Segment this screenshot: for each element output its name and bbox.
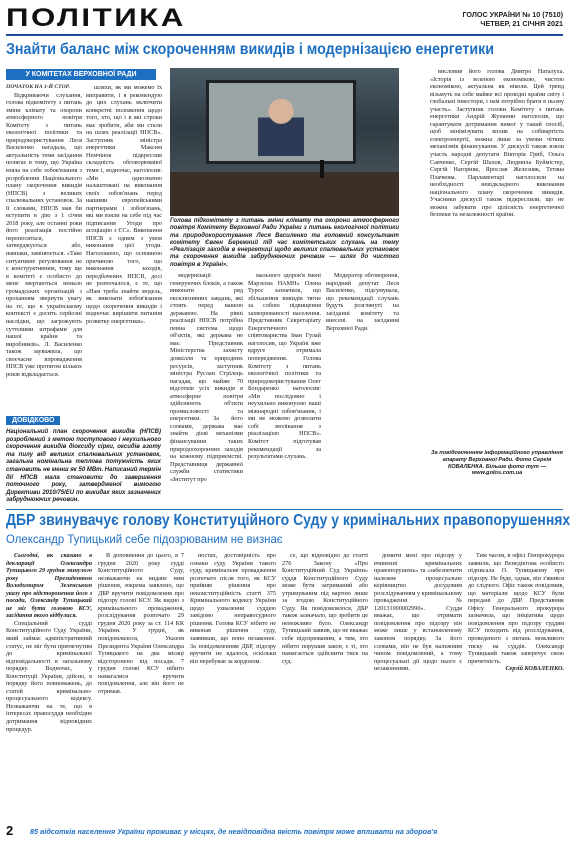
article2-col2-text: В доповнення до цього, в 7 грудня 2020 року судді Конституційного Суду, незважаючи на видане ним рішення, зокрема заявлено, що ДБР вручити повідомлення про підозру голові КСУ. Як видно з кримінального провадження, розслідування розпочато 29 грудня 2020 року за ст. 114 КК України. У грудні, як повідомлялося, Указом Президента України Олександра Тупицького на два місяці відсторонено від посади. 7 грудня голові КСУ нібито намагалися вручити повідомлення, але він його не отримав. — [98, 552, 185, 695]
footer-quote: 85 відсотків населення України проживає у місцях, де невідповідна якість повітря може впливати на здоров'я — [30, 827, 438, 836]
article2-col5-text: домити мені про підозру у вчиненні кримінальних правопорушень» та «забезпечити належне процесуальне керівництво досудовим розслідуванням у кримінальному провадженні № 120131000002990». Суддя вважає, що отримати повідомлення про підозру він може лише у встановленому законом порядку. За його словами, він не був належним чином повідомлений, а тому процесуальні дії щодо нього є незаконними. — [374, 552, 462, 673]
article1-column-3 — [170, 272, 243, 506]
page-footer — [0, 822, 569, 841]
issue-line: ГОЛОС УКРАЇНИ № 10 (7510) — [462, 10, 563, 19]
article1-column-4b — [326, 272, 399, 506]
desk — [170, 172, 399, 216]
article1-column-5 — [430, 68, 564, 446]
article1-col4-text: мального здоров'я імені Марзєєва НАМН» Олена Турос зазначила, що збільшення викидів тягне за собою підвищення захворюваності населення. Представник Секретаріату Енергетичного співтовариства Іван Гулай наголосив, що Україні вже вдруге отримала попередження. Голова Комітету з питань екологічної політики та природокористування Олег Бондаренко наголосив: «Ми послідовно і неухильно виконуємо наші міжнародні зобов'язання, і ми не можемо дозволити собі зволікання з реалізацією НПСВ». Комітет підготував рекомендації за результатами слухань. — [248, 272, 321, 461]
rubric-label: У КОМІТЕТАХ ВЕРХОВНОЇ РАДИ — [6, 69, 156, 80]
masthead-divider — [6, 34, 563, 36]
author-signature: Сергій КОВАЛЕНКО. — [505, 665, 564, 673]
article2-col4-text: се, що відповідно до статті 276 Закону «Про Конституційний Суд України» суддя Конституційного Суду може бути затриманий або утримуваним під вартою лише за згодою Конституційного Суду. Як повідомлялося, ДБР також зазначало, що зробити це неможливо було. Олександр Тупицький заявив, що не вважає себе підозрюваним, а тим, хто нібито порушив закон, є ті, хто намагається здійснити тиск на суд. — [282, 552, 368, 665]
info-box: За повідомленням інформаційного управління апарату Верховної Ради. Фото Сергія КОВАЛЕНКА. Більше фото тут — www.golos.com.ua — [431, 450, 563, 477]
article2-column-1 — [6, 552, 92, 818]
article1-col5-text: висловив його голова Дмитро Наталуха. «Історія із зеленою економікою, чистою економікою, актуальна як ніколи. Цей тренд візьмуть на себе майже всі провідні країни світу і глобальні інвестори, і нам потрібно брати в ньому участь». Заступник голови Комітету з питань енергетики Андрій Жупанин наголосив, що гарантувати дотримання вимог у такий спосіб, щоб мінімізувати вплив на собівартість електроенергії, можна лише за умови чітких механізмів фінансування. У дискусії також взяли участь народні депутати Вікторія Гриб, Ольга Савченко, Сергій Шахов, Людмила Буймістер, Сергій Нагорняк, Ярослав Железняк, Тетяна Плачкова. Парламентарі наголосили на необхідності невідкладного виконання національного плану скорочення викидів. Учасники дискусії також підкреслили, що не можна забувати про цілісність енергетичної безпеки та незалежності країни. — [430, 68, 564, 219]
article1-col2-text: шляхи, як ми можемо їх виправити, і я рекомендую до цих слухань включити конкретні положення щодо того, хто, що і в які строки має зробити, аби ми стали на шлях реалізації НПСВ». Заступник міністра енергетики Максим Немчінов підкреслив складність обговорюваної теми і, водночас, наголосив: «Ми однозначно налаштовані на виконання своїх зобов'язань перед нашими європейськими партнерами і зобов'язань, які ми взяли на себе під час підписання Угоди про асоціацію з ЄС». Виконання НПСВ є одним з умов виконання цієї угоди. Наголошено, що основною причиною того, що виконання заходів, передбачених НПСВ, досі не розпочалося, є те, що «Нам треба знайти модель, як виконати зобов'язання щодо скорочення викидів і водночас вирішити питання розвитку енергетики». — [86, 84, 162, 325]
article2-col3-text: ностях, достовірність про ознаки суду України такого суду, кримінальне провадження розпочато після того, як КСУ прийняв рішення про неконституційність статті 375 Кримінального кодексу України щодо ухвалення суддею завідомо неправосудного рішення. Голова КСУ нібито не виконав рішення суду, заявивши, що воно незаконне. За повідомленням ДБР, підозру вручити не вдалося, оскільки він перебував за кордоном. — [190, 552, 276, 665]
article2-subheadline: Олександр Тупицький себе підозрюваним не визнає — [6, 532, 283, 546]
article1-column-2 — [86, 84, 162, 406]
article2-column-2 — [98, 552, 184, 818]
microphone-icon — [320, 160, 324, 178]
article2-column-4 — [282, 552, 368, 818]
article1-col1-text: Відкриваючи слухання, голова підкомітету з питань зміни клімату та охорони атмосферного повітря Комітету з питань екологічної політики та природокористування Леся Василенко нагадала, що актуальність теми засідання полягає в тому, що Україна взяла на себе зобов'язання з розроблення Національного плану скорочення викидів (НПСВ) з великих спалювальних установок. За її словами, НПСВ мав би вступити в дію з 1 січня 2018 року, але останні роки його реалізація постійно переноситься, затверджується або, навпаки, замінюється. «Таке ситуативне регулювання не є конструктивним, тому ще в комітеті є особисто до мене звертаються немало громадських організацій з проханням звернути увагу на те, що в українському контексті є досить серйозні наслідки, що загрожують суттєвими штрафами для нашої країни та виробників». Л. Василенко також зауважила, що своєчасне впровадження НПСВ уже протягом кількох років відкладається. — [6, 91, 82, 378]
article2-column-3 — [190, 552, 276, 818]
speaker-figure — [258, 94, 304, 156]
article2-lead: Сьогодні, як сказано в декларації Олександра Тупицького 29 грудня минулого року Президентом Володимиром Зеленським указу про відсторонення його з посади, Олександр Тупицький не міг бути головою КСУ, засідання якого відбулися. — [6, 552, 92, 620]
masthead — [0, 0, 569, 38]
section-title: ПОЛІТИКА — [6, 4, 186, 32]
article1-column-1 — [6, 84, 82, 406]
issue-info — [462, 10, 563, 28]
article2-col1-text: Спеціальний судді Конституційного Суду України, який займає адміністративний статус, не міг бути притягнутим до кримінальної відповідальності в загальному порядку. Водночас, у Конституції України, дійсно, в порядку його повноважень, до статей кримінально-процесуального кодексу. Незважаючи на те, що в інтересах правосуддя необхідне дотримання відповідних процедур. — [6, 619, 92, 733]
article1-column-4 — [248, 272, 321, 506]
article2-column-5 — [374, 552, 462, 818]
article2-headline: ДБР звинувачує голову Конституційного Суду у кримінальних правопорушеннях — [6, 512, 570, 529]
reference-box — [6, 409, 161, 505]
photo-caption: Голова підкомітету з питань зміни клімату та охорони атмосферного повітря Комітету Верховної Ради України з питань екологічної політики та природокористування Леся Василенко та головний консультант комітету Євген Бережний під час комітетських слухань на тему «Реалізація заходів в енергетиці щодо великих спалювальних установок та скорочення викидів забруднюючих речовин — шлях до чистого повітря в Україні». — [170, 218, 399, 268]
article2-col6-text: Тим часом, в офісі Генпрокурора заявили, що Венедіктова особисто підписала О. Тупицькому про підозру. Не буде, однак, він з'явився до слідчого. Офіс також повідомив, що матеріали щодо КСУ були передані до ДБР. Представник Офісу Генерального прокурора зазначила, що ініціатива щодо повідомлення про підозру суддям КСУ походить від розслідування, проведеного з питань можливого тиску на суддів. Олександр Тупицький також заперечує свою причетність. — [468, 552, 564, 665]
page-number: 2 — [6, 823, 14, 838]
article1-col5-end: Модератор обговорення, народний депутат Леся Василенко, підсумувала, що рекомендації слухань будуть розглянуті на засіданні комітету та внесені на засідання Верховної Ради. — [326, 272, 399, 332]
continued-from: ПОЧАТОК НА 1-Й СТОР. — [6, 84, 70, 90]
article-separator — [6, 509, 563, 510]
article1-col3-text: модернізації генеруючих блоків, а також виконати ряд ексклюзивних завдань, які стоять перед нашою державою. На рівні реалізації НПСВ потрібна певна система щодо об'єктів, які держава не має. Представник Міністерства захисту довкілля та природних ресурсів, заступник міністра Руслан Стрілець нагадав, що майже 70 відсотків усіх викидів в атмосферне повітря здійснюють об'єкти промисловості та енергетики. За його словами, держава має знайти дієві механізми фінансування таких природоохоронних заходів на кожному підприємстві. Представниця державної служби статистики «Інститут про — [170, 272, 243, 483]
reference-text: Національний план скорочення викидів (НПСВ) розроблений з метою поступового і неухильного скорочення викидів діоксиду сірки, оксидів азоту та пилу від великих спалювальних установок, загальна номінальна теплова потужність яких становить не менш як 50 МВт. Написаний термін дії НПСВ мала становити до завершення поточного року, затвердженої вимогою Директиви 2010/75/EU по викидах яких зазначених забруднюючих речовин. — [6, 429, 161, 504]
article1-headline: Знайти баланс між скороченням викидів і модернізацією енергетики — [6, 41, 495, 58]
date-line: ЧЕТВЕР, 21 СІЧНЯ 2021 — [480, 19, 563, 28]
reference-label: ДОВІДКОВО — [6, 416, 60, 425]
article2-column-6 — [468, 552, 564, 818]
article1-photo — [170, 68, 399, 216]
